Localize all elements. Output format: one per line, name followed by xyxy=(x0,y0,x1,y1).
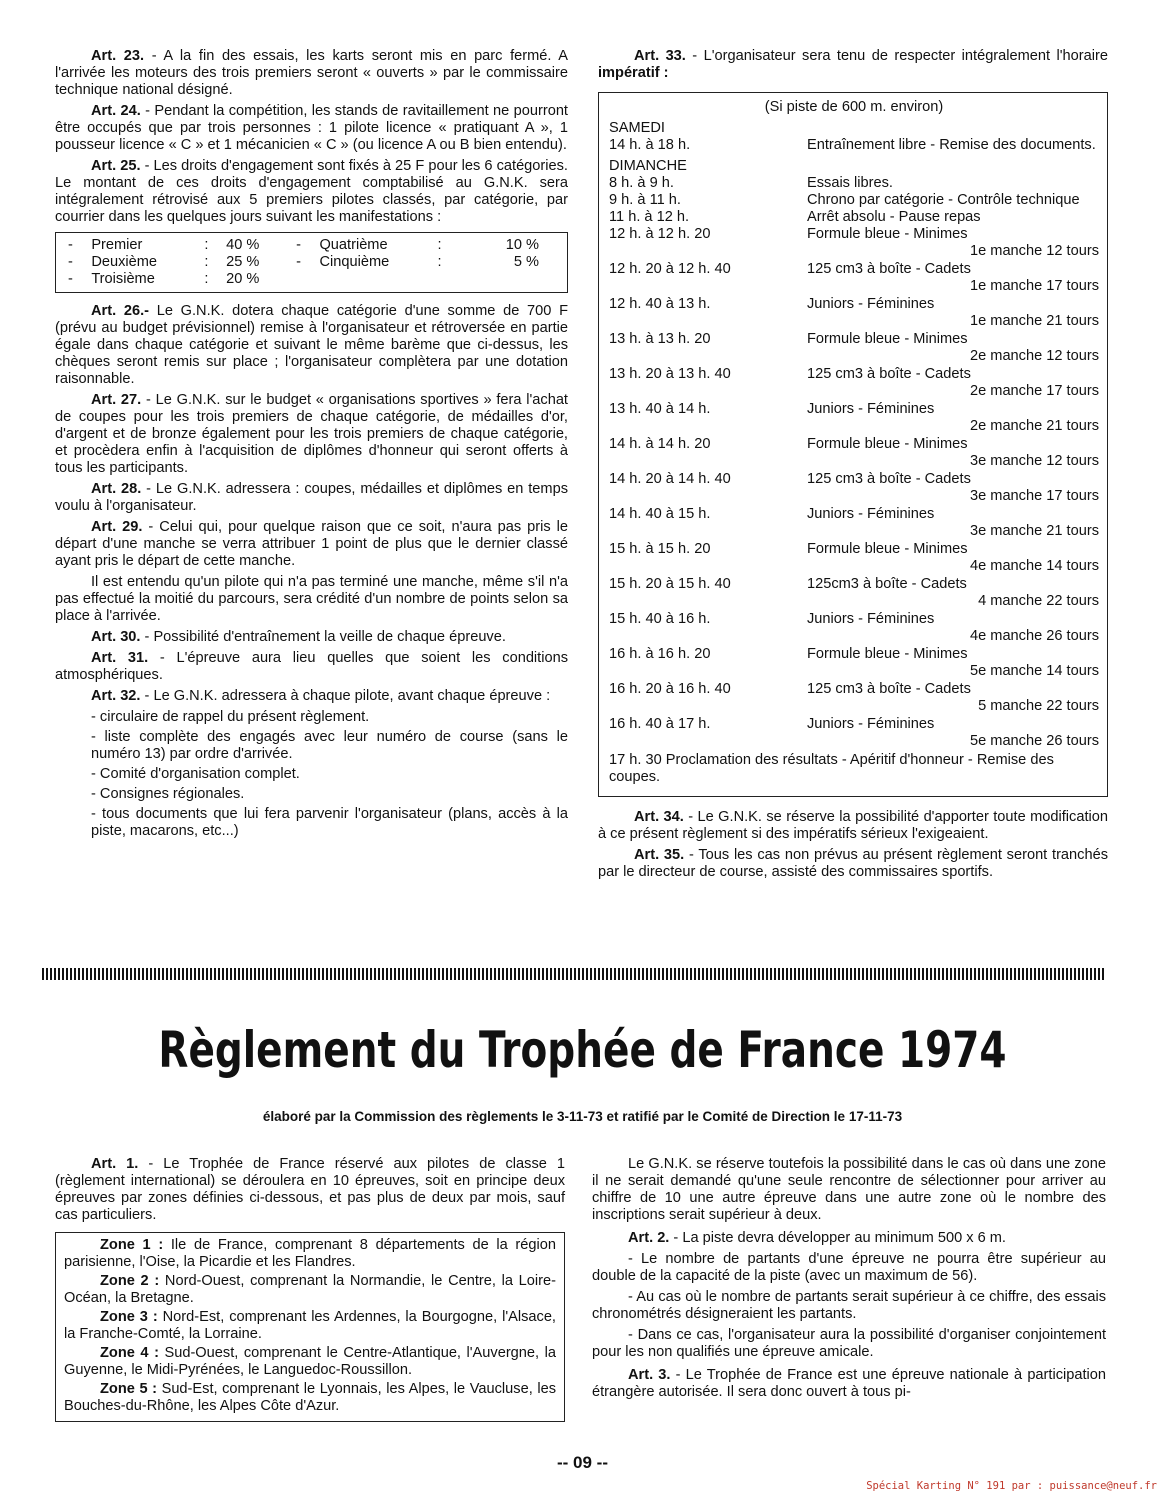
page-number: -- 09 -- xyxy=(557,1453,608,1472)
heat-detail: 5e manche 14 tours xyxy=(970,663,1099,679)
schedule-row: 9 h. à 11 h. Chrono par catégorie - Contrôle technique xyxy=(609,192,1080,208)
article-28: Art. 28. - Le G.N.K. adressera : coupes, médailles et diplômes en temps voulu à l'organisateur. xyxy=(55,481,568,514)
list-item: - Le nombre de partants d'une épreuve ne pourra être supérieur au double de la capacité de la piste (avec un maximum de 56). xyxy=(592,1251,1106,1284)
heat-detail: 4e manche 26 tours xyxy=(970,628,1099,644)
prize-row: - Deuxième : 25 % - Cinquième : 5 % xyxy=(68,254,539,270)
article-27: Art. 27. - Le G.N.K. sur le budget « organisations sportives » fera l'achat de coupes pour les trois premiers de chaque catégorie, de médailles d'or, d'argent et de bronze également pour les trois premiers de chaque catégorie, et procèdera enfin à l'acquisition de diplômes d'honneur qui seront offerts à tous les participants. xyxy=(55,392,568,476)
list-item: - tous documents que lui fera parvenir l'organisateur (plans, accès à la piste, macarons, etc...) xyxy=(91,806,568,839)
article-31: Art. 31. - L'épreuve aura lieu quelles que soient les conditions atmosphériques. xyxy=(55,650,569,683)
article-33: Art. 33. - L'organisateur sera tenu de respecter intégralement l'horaire impératif : xyxy=(598,48,1108,81)
section-title: Règlement du Trophée de France 1974 xyxy=(158,1021,1007,1079)
prize-table xyxy=(64,237,559,288)
schedule-row: 8 h. à 9 h. Essais libres. xyxy=(609,175,893,191)
article-label: Art. 30. xyxy=(91,629,141,645)
article-label: Art. 24. xyxy=(91,103,141,119)
article-label: Art. 25. xyxy=(91,158,141,174)
paragraph: Le G.N.K. se réserve toutefois la possibilité dans le cas où dans une zone il ne serait demandé qu'une seule rencontre de sélectionner pour arriver au chiffre de 10 une autre épreuve dans une autre zone où le nombre des inscriptions serait supérieur à deux. xyxy=(592,1156,1106,1223)
article-35: Art. 35. - Tous les cas non prévus au présent règlement seront tranchés par le directeur de course, assisté des commissaires sportifs. xyxy=(598,847,1108,880)
schedule-row: 15 h. 20 à 15 h. 40 125cm3 à boîte - Cadets xyxy=(609,576,967,592)
article-2: Art. 2. - La piste devra développer au minimum 500 x 6 m. xyxy=(628,1230,1006,1246)
heat-detail: 1e manche 17 tours xyxy=(970,278,1099,294)
article-32: Art. 32. - Le G.N.K. adressera à chaque pilote, avant chaque épreuve : xyxy=(91,688,551,704)
schedule-row: 11 h. à 12 h. Arrêt absolu - Pause repas xyxy=(609,209,981,225)
schedule-row: 14 h. 20 à 14 h. 40 125 cm3 à boîte - Cadets xyxy=(609,471,971,487)
zone-item: Zone 3 : Nord-Est, comprenant les Ardennes, la Bourgogne, l'Alsace, la Franche-Comté, la Lorraine. xyxy=(64,1309,556,1342)
schedule-row: 12 h. à 12 h. 20 Formule bleue - Minimes xyxy=(609,226,968,242)
heat-detail: 4e manche 14 tours xyxy=(970,558,1099,574)
heat-detail: 5e manche 26 tours xyxy=(970,733,1099,749)
heat-detail: 2e manche 17 tours xyxy=(970,383,1099,399)
list-item: - liste complète des engagés avec leur numéro de course (sans le numéro 13) par ordre d'arrivée. xyxy=(91,729,568,762)
article-label: Art. 29. xyxy=(91,519,143,535)
heat-detail: 1e manche 21 tours xyxy=(970,313,1099,329)
list-item: - Dans ce cas, l'organisateur aura la possibilité d'organiser conjointement pour les non qualifiés une épreuve amicale. xyxy=(592,1327,1106,1360)
heat-detail: 3e manche 17 tours xyxy=(970,488,1099,504)
article-label: Art. 26.- xyxy=(91,303,149,319)
article-label: Art. 27. xyxy=(91,392,142,408)
article-30: Art. 30. - Possibilité d'entraînement la veille de chaque épreuve. xyxy=(91,629,506,645)
heat-detail: 4 manche 22 tours xyxy=(978,593,1099,609)
list-item: - Comité d'organisation complet. xyxy=(91,766,300,782)
bottom-right-column xyxy=(592,1156,1106,1405)
heat-detail: 1e manche 12 tours xyxy=(970,243,1099,259)
schedule-row: 12 h. 40 à 13 h. Juniors - Féminines xyxy=(609,296,935,312)
heat-detail: 3e manche 12 tours xyxy=(970,453,1099,469)
schedule-row: 13 h. 20 à 13 h. 40 125 cm3 à boîte - Cadets xyxy=(609,366,971,382)
article-label: Art. 1. xyxy=(91,1156,139,1172)
schedule-row: 14 h. 40 à 15 h. Juniors - Féminines xyxy=(609,506,935,522)
closing-ceremony: 17 h. 30 Proclamation des résultats - Apéritif d'honneur - Remise des coupes. xyxy=(609,752,1054,785)
article-24: Art. 24. - Pendant la compétition, les stands de ravitaillement ne pourront être occupés que par trois personnes : 1 pilote licence « pratiquant A », 1 pousseur licence « C » et 1 mécanicien « C » (ou licence A ou B bien entendu). xyxy=(55,103,568,153)
schedule-row: 12 h. 20 à 12 h. 40 125 cm3 à boîte - Cadets xyxy=(609,261,971,277)
article-label: Art. 28. xyxy=(91,481,142,497)
article-label: Art. 33. xyxy=(634,48,686,64)
article-25: Art. 25. - Les droits d'engagement sont fixés à 25 F pour les 6 catégories. Le montant de ces droits d'engagement comptabilisé au G.N.K. sera intégralement rétrovisé aux 5 premiers pilotes classés, par catégorie, par courrier dans les quelques jours suivant les manifestations : xyxy=(55,158,568,225)
list-item: - Au cas où le nombre de partants serait supérieur à ce chiffre, des essais chronométrés désigneraient les partants. xyxy=(592,1289,1106,1322)
section-divider xyxy=(42,968,1106,980)
article-3: Art. 3. - Le Trophée de France est une épreuve nationale à participation étrangère autorisée. Il sera donc ouvert à tous pi- xyxy=(592,1367,1107,1400)
schedule-box xyxy=(598,92,1108,797)
list-item: - Consignes régionales. xyxy=(91,786,245,802)
schedule-row: 16 h. à 16 h. 20 Formule bleue - Minimes xyxy=(609,646,968,662)
top-left-column xyxy=(55,48,568,843)
zone-item: Zone 5 : Sud-Est, comprenant le Lyonnais, les Alpes, le Vaucluse, les Bouches-du-Rhône, les Alpes Côte d'Azur. xyxy=(64,1381,556,1414)
bottom-left-column xyxy=(55,1156,565,1422)
article-label: Art. 3. xyxy=(628,1367,671,1383)
article-label: Art. 2. xyxy=(628,1230,670,1246)
prize-row: - Troisième : 20 % xyxy=(68,271,260,287)
article-34: Art. 34. - Le G.N.K. se réserve la possibilité d'apporter toute modification à ce présent règlement si des impératifs sérieux l'exigeaient. xyxy=(598,809,1108,842)
heat-detail: 3e manche 21 tours xyxy=(970,523,1099,539)
schedule-row: 13 h. à 13 h. 20 Formule bleue - Minimes xyxy=(609,331,968,347)
prize-row: - Premier : 40 % - Quatrième : 10 % xyxy=(68,237,539,253)
schedule-row: 16 h. 20 à 16 h. 40 125 cm3 à boîte - Cadets xyxy=(609,681,971,697)
schedule-row: 14 h. à 14 h. 20 Formule bleue - Minimes xyxy=(609,436,968,452)
zone-item: Zone 4 : Sud-Ouest, comprenant le Centre-Atlantique, l'Auvergne, la Guyenne, le Midi-Pyrénées, le Languedoc-Roussillon. xyxy=(64,1345,556,1378)
heat-detail: 5 manche 22 tours xyxy=(978,698,1099,714)
zone-item: Zone 2 : Nord-Ouest, comprenant la Normandie, le Centre, la Loire-Océan, la Bretagne. xyxy=(64,1273,556,1306)
day-label-saturday: SAMEDI xyxy=(609,120,665,136)
article-29-continued: Il est entendu qu'un pilote qui n'a pas terminé une manche, même s'il n'a pas effectué la moitié du parcours, sera crédité d'un nombre de points selon sa place à l'arrivée. xyxy=(55,574,568,624)
article-1: Art. 1. - Le Trophée de France réservé aux pilotes de classe 1 (règlement international) se déroulera en 10 épreuves, soit en principe deux épreuves par zones définies ci-dessous, et pas plus de deux par mois, sauf cas particuliers. xyxy=(55,1156,566,1223)
article-label: Art. 23. xyxy=(91,48,145,64)
schedule-row: 13 h. 40 à 14 h. Juniors - Féminines xyxy=(609,401,935,417)
heat-detail: 2e manche 21 tours xyxy=(970,418,1099,434)
zones-box xyxy=(55,1232,565,1422)
heat-detail: 2e manche 12 tours xyxy=(970,348,1099,364)
schedule-row: 15 h. 40 à 16 h. Juniors - Féminines xyxy=(609,611,935,627)
zone-item: Zone 1 : Ile de France, comprenant 8 départements de la région parisienne, l'Oise, la Picardie et les Flandres. xyxy=(64,1237,556,1270)
article-label: Art. 31. xyxy=(91,650,149,666)
footer-credit: Spécial Karting N° 191 par : puissance@neuf.fr xyxy=(866,1480,1157,1492)
article-label: Art. 32. xyxy=(91,688,141,704)
prize-distribution-box xyxy=(55,232,568,293)
article-23: Art. 23. - A la fin des essais, les karts seront mis en parc fermé. A l'arrivée les moteurs des trois premiers seront « ouverts » par le commissaire technique national désigné. xyxy=(55,48,568,98)
article-26: Art. 26.- Le G.N.K. dotera chaque catégorie d'une somme de 700 F (prévu au budget prévisionnel) remise à l'organisateur et rétroversée en partie égale dans chaque catégorie et suivant le même barème que ci-dessus, les chèques seront remis sur place ; l'organisateur complètera par une dotation raisonnable. xyxy=(55,303,569,387)
schedule-row: 16 h. 40 à 17 h. Juniors - Féminines xyxy=(609,716,935,732)
list-item: - circulaire de rappel du présent règlement. xyxy=(91,709,370,725)
schedule-row: 15 h. à 15 h. 20 Formule bleue - Minimes xyxy=(609,541,968,557)
article-label: Art. 34. xyxy=(634,809,684,825)
article-29: Art. 29. - Celui qui, pour quelque raison que ce soit, n'aura pas pris le départ d'une manche se verra attribuer 1 point de plus que le dernier classé ayant pris le départ de cette manche. xyxy=(55,519,568,569)
section-subtitle: élaboré par la Commission des règlements le 3-11-73 et ratifié par le Comité de Direction le 17-11-73 xyxy=(262,1109,903,1124)
day-label-sunday: DIMANCHE xyxy=(609,158,687,174)
top-right-column xyxy=(598,48,1108,885)
schedule-row: 14 h. à 18 h. Entraînement libre - Remise des documents. xyxy=(609,137,1096,153)
schedule-header: (Si piste de 600 m. environ) xyxy=(764,99,944,115)
article-label: Art. 35. xyxy=(634,847,685,863)
